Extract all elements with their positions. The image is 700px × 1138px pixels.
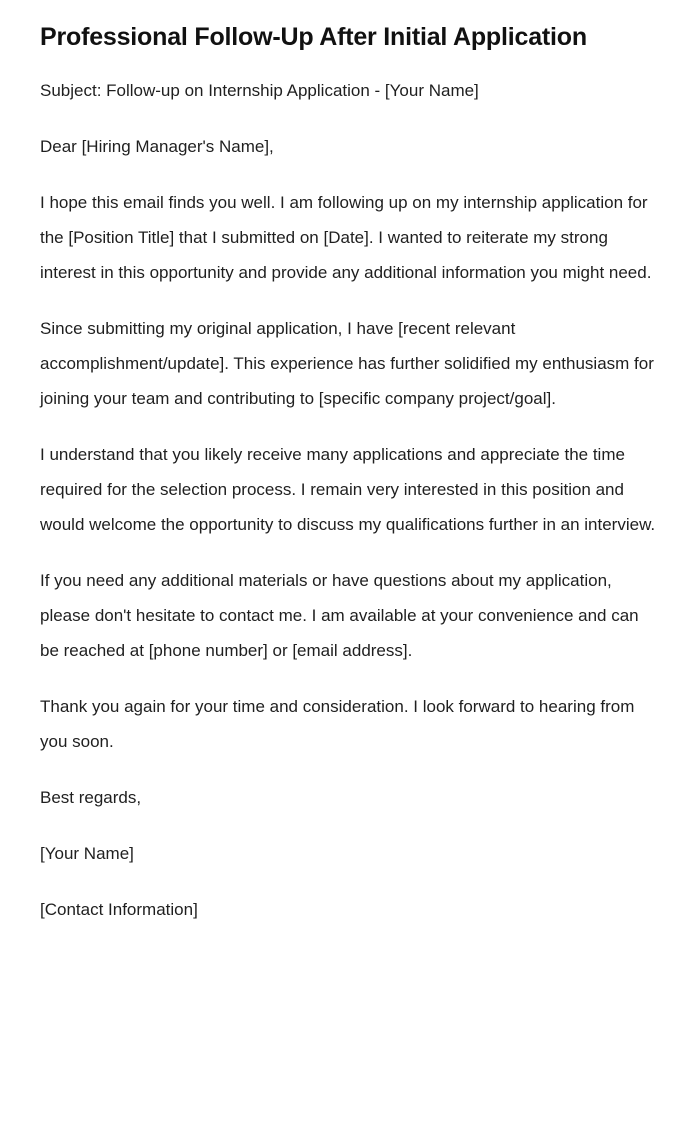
document-paragraph-salutation: Dear [Hiring Manager's Name], <box>40 137 274 157</box>
document-paragraph-thanks: Thank you again for your time and consideration. I look forward to hearing from you soon. <box>40 697 635 752</box>
document-paragraph-contact: If you need any additional materials or have questions about my application, please don't hesitate to contact me. I am available at your convenience and can be reached at [phone number] or [email address]. <box>40 571 639 661</box>
document-paragraph-signature-contact: [Contact Information] <box>40 900 198 920</box>
document-paragraph-update: Since submitting my original application, I have [recent relevant accomplishment/update]. This experience has further solidified my enthusiasm for joining your team and contributing to [specific company project/goal]. <box>40 319 654 409</box>
document-paragraph-closing: Best regards, <box>40 788 142 808</box>
document-paragraph-subject: Subject: Follow-up on Internship Application - [Your Name] <box>40 81 479 101</box>
document-paragraph-signature-name: [Your Name] <box>40 844 134 864</box>
page-title: Professional Follow-Up After Initial Application <box>40 23 587 51</box>
document-paragraph-understanding: I understand that you likely receive many applications and appreciate the time required for the selection process. I remain very interested in this position and would welcome the opportunity to discuss my qualifications further in an interview. <box>40 445 656 535</box>
document-paragraph-intro: I hope this email finds you well. I am following up on my internship application for the [Position Title] that I submitted on [Date]. I wanted to reiterate my strong interest in this opportunity and provide any additional information you might need. <box>40 193 652 283</box>
